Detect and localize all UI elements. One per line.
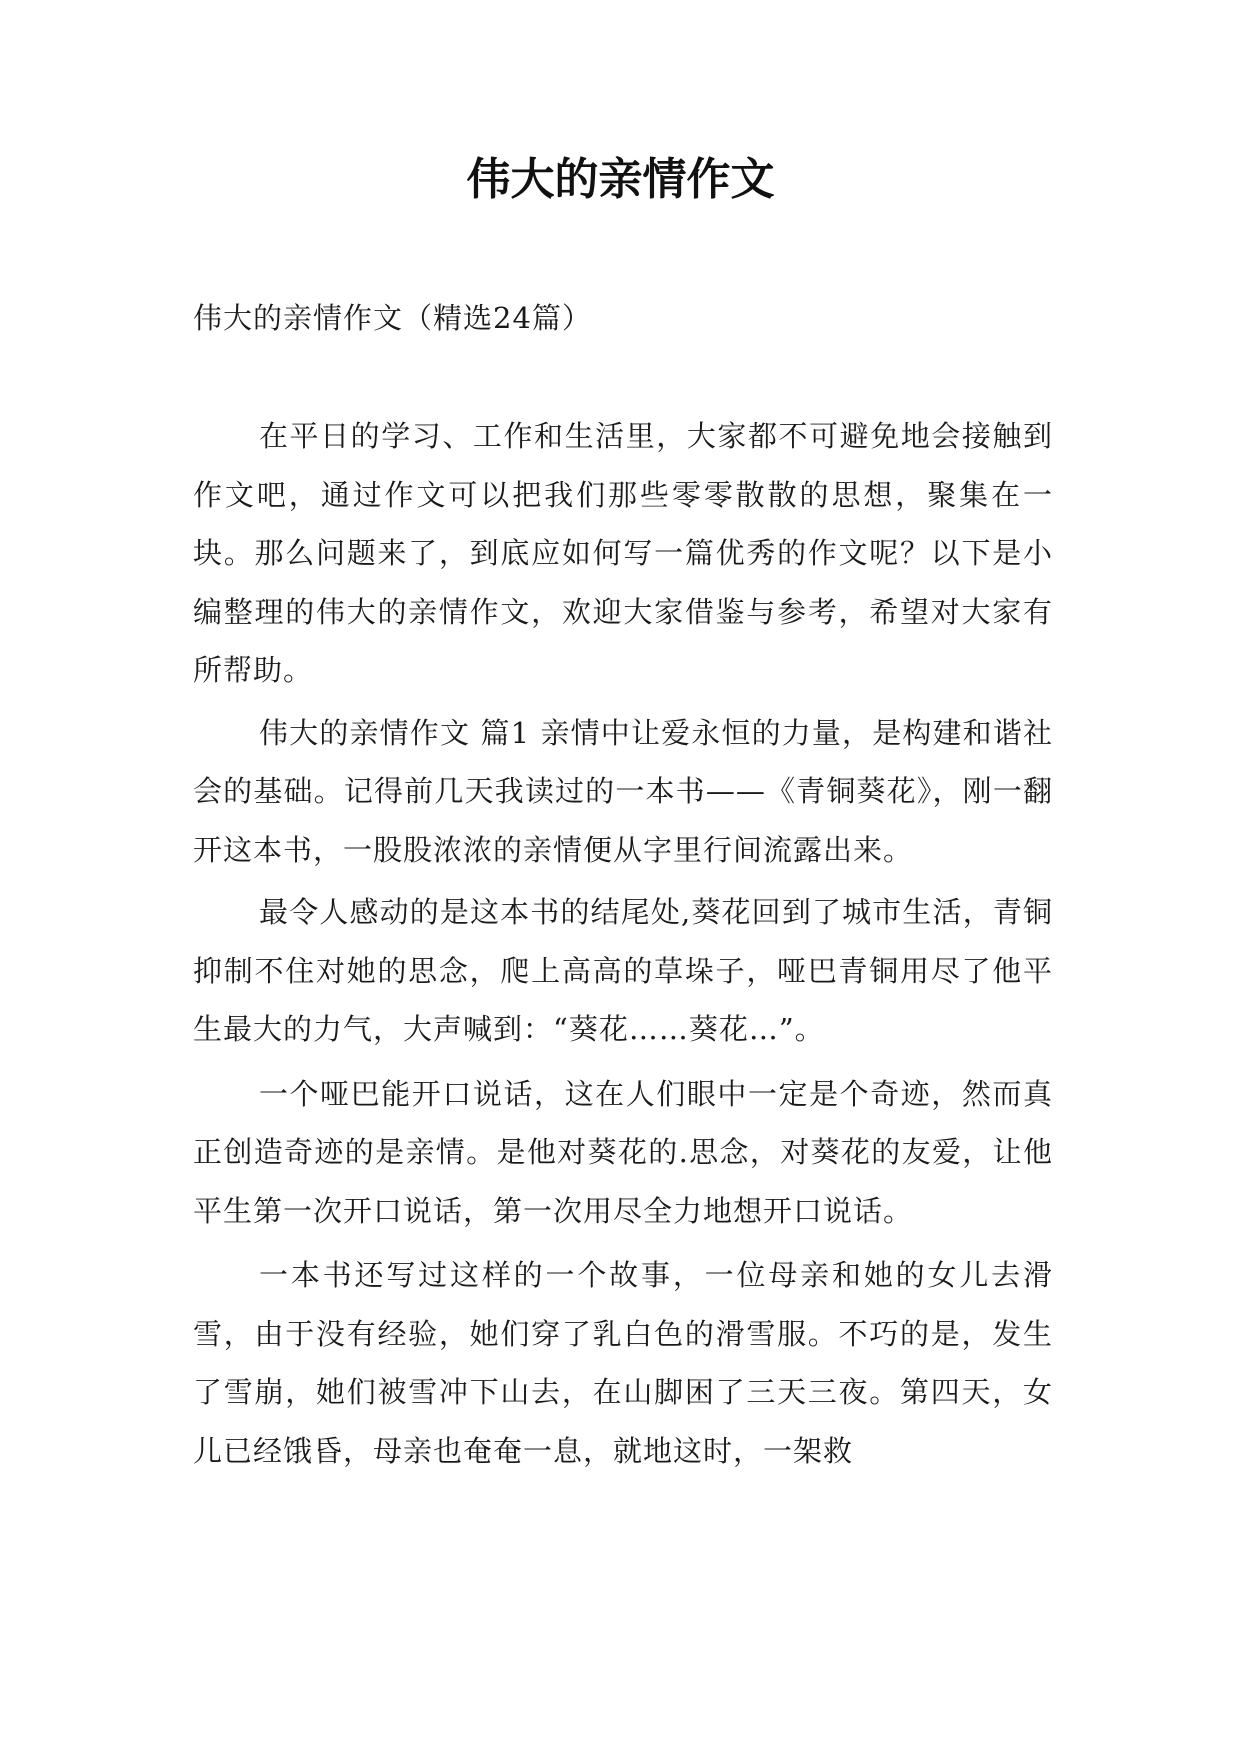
paragraph-ski-story: 一本书还写过这样的一个故事，一位母亲和她的女儿去滑雪，由于没有经验，她们穿了乳白色的滑雪服。不巧的是，发生了雪崩，她们被雪冲下山去，在山脚困了三天三夜。第四天，女儿已经饿昏，母亲也奄奄一息，就地这时，一架救 bbox=[193, 1258, 1053, 1468]
paragraph-miracle: 一个哑巴能开口说话，这在人们眼中一定是个奇迹，然而真正创造奇迹的是亲情。是他对葵花的.思念，对葵花的友爱，让他平生第一次开口说话，第一次用尽全力地想开口说话。 bbox=[193, 1076, 1053, 1228]
document-subtitle: 伟大的亲情作文（精选24篇） bbox=[193, 301, 592, 335]
paragraph-article-1: 伟大的亲情作文 篇1 亲情中让爱永恒的力量，是构建和谐社会的基础。记得前几天我读过的一本书——《青铜葵花》，刚一翻开这本书，一股股浓浓的亲情便从字里行间流露出来。 bbox=[193, 715, 1053, 867]
document-title: 伟大的亲情作文 bbox=[466, 154, 775, 205]
document-body bbox=[193, 407, 1053, 1480]
paragraph-intro: 在平日的学习、工作和生活里，大家都不可避免地会接触到作文吧，通过作文可以把我们那些零零散散的思想，聚集在一块。那么问题来了，到底应如何写一篇优秀的作文呢？以下是小编整理的伟大的亲情作文，欢迎大家借鉴与参考，希望对大家有所帮助。 bbox=[193, 419, 1053, 687]
paragraph-ending-scene: 最令人感动的是这本书的结尾处,葵花回到了城市生活，青铜抑制不住对她的思念，爬上高高的草垛子，哑巴青铜用尽了他平生最大的力气，大声喊到：“葵花……葵花…”。 bbox=[193, 895, 1053, 1046]
